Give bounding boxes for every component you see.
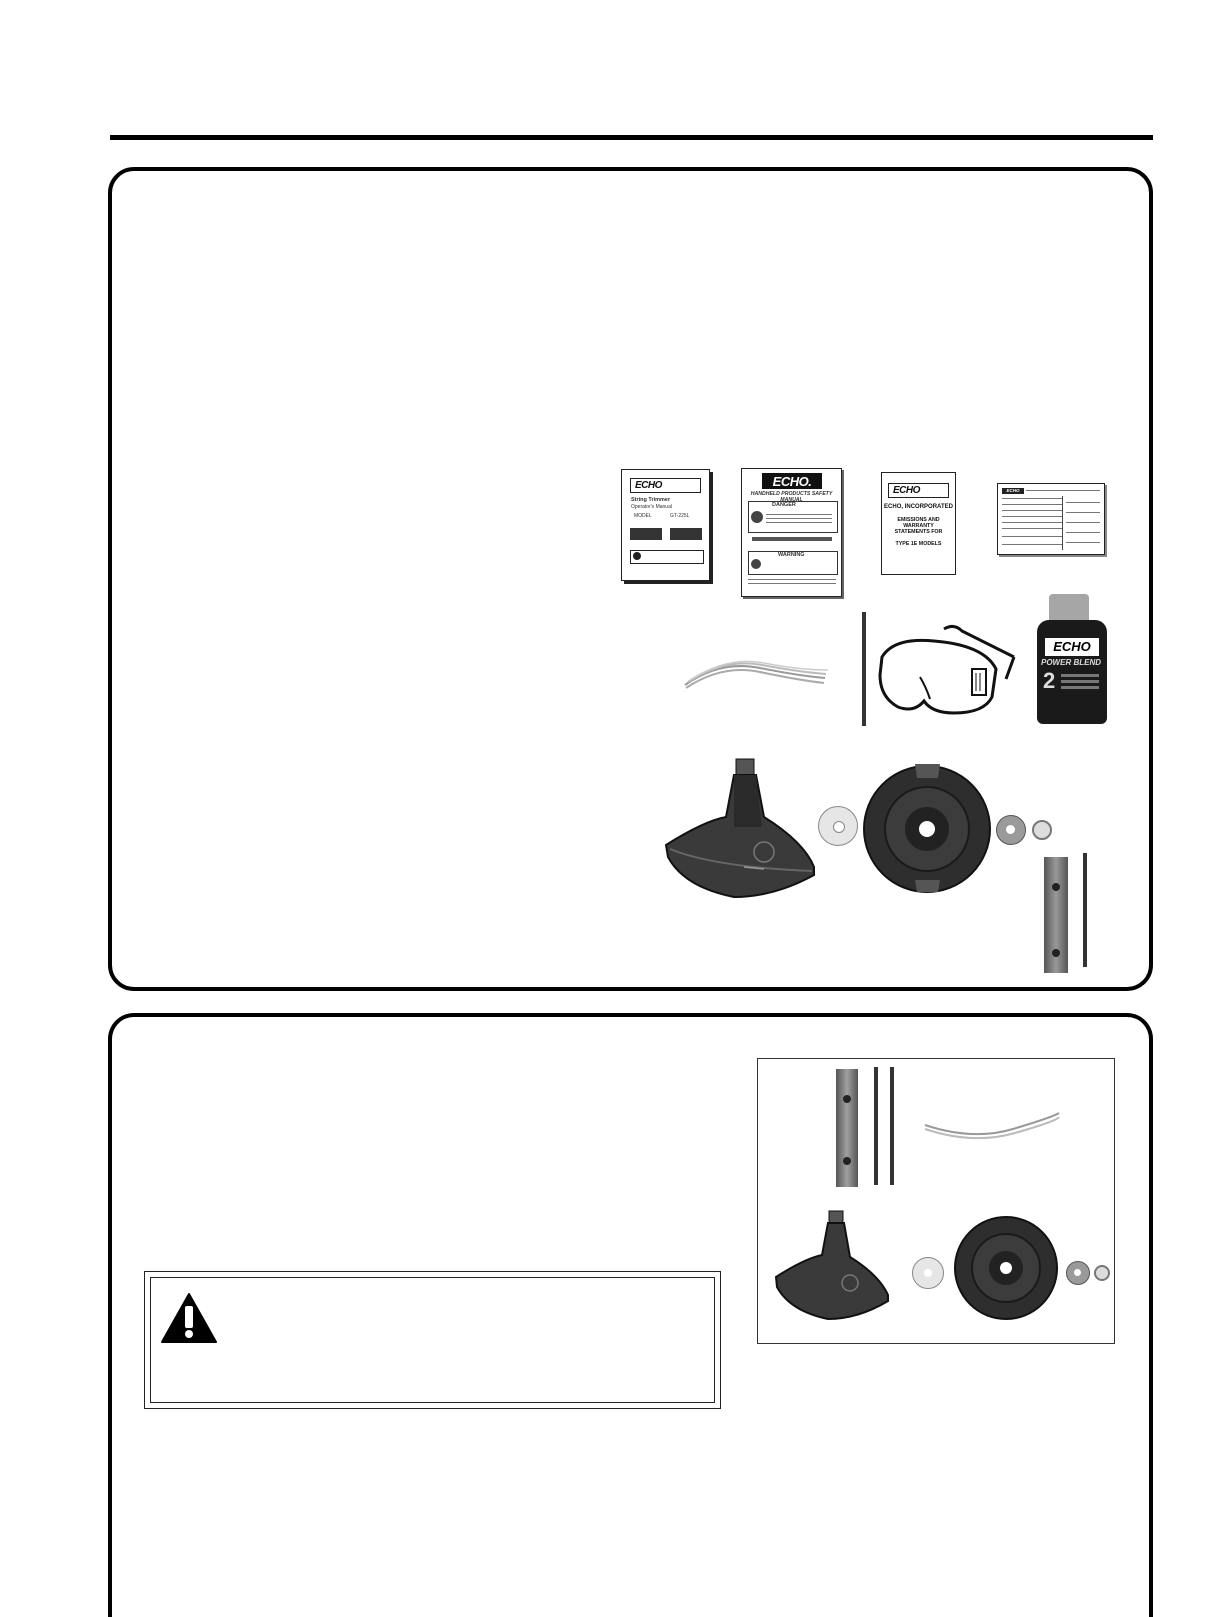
emissions-line-3: STATEMENTS FOR xyxy=(894,529,943,535)
trimmer-line-bundle xyxy=(680,650,830,700)
oil-bottle-illustration xyxy=(1033,594,1111,726)
model-label: MODEL xyxy=(634,513,652,519)
warning-triangle-icon xyxy=(161,1292,217,1344)
warranty-card-illustration xyxy=(997,483,1105,555)
wrench-rod-illustration xyxy=(1083,853,1087,967)
spark-plug-wrench-illustration xyxy=(1044,857,1068,973)
emissions-line-4: TYPE 1E MODELS xyxy=(895,541,942,547)
echo-logo: ECHO xyxy=(1045,638,1099,656)
echo-logo: ECHO xyxy=(893,485,920,496)
trimmer-head-illustration xyxy=(952,1215,1060,1321)
echo-logo: ECHO xyxy=(635,480,662,491)
warning-label: WARNING xyxy=(778,552,805,558)
manual-subtitle: Operator's Manual xyxy=(631,504,672,510)
oil-product-name: POWER BLEND xyxy=(1041,658,1101,667)
nut-illustration xyxy=(1032,820,1052,840)
danger-label: DANGER xyxy=(772,502,796,508)
nut-illustration xyxy=(1094,1265,1110,1281)
washer-illustration xyxy=(818,806,858,846)
debris-shield-illustration xyxy=(664,757,819,899)
warning-box-inner xyxy=(150,1277,715,1403)
parts-figure xyxy=(757,1058,1115,1344)
safety-manual-title: HANDHELD PRODUCTS SAFETY MANUAL xyxy=(750,491,833,503)
trimmer-head-illustration xyxy=(860,764,995,894)
wrench-rod-illustration xyxy=(890,1067,894,1185)
wrench-rod-illustration xyxy=(874,1067,878,1185)
emissions-line-2: EMISSIONS AND WARRANTY xyxy=(897,517,940,529)
header-rule xyxy=(110,135,1153,140)
spark-plug-wrench-illustration xyxy=(836,1069,858,1187)
hex-wrench-rod xyxy=(862,612,866,726)
operators-manual-illustration xyxy=(621,469,710,581)
safety-manual-illustration xyxy=(741,468,842,597)
oil-cycle-number: 2 xyxy=(1043,668,1056,693)
echo-logo: ECHO xyxy=(1002,488,1024,494)
emissions-line-1: ECHO, INCORPORATED xyxy=(884,504,953,510)
warning-box xyxy=(144,1271,721,1409)
model-value: GT-225L xyxy=(670,513,690,519)
small-washer-illustration xyxy=(996,815,1026,845)
echo-logo: ECHO. xyxy=(772,473,812,489)
washer-illustration xyxy=(912,1257,944,1289)
manual-title: String Trimmer xyxy=(631,497,671,503)
emissions-warranty-booklet-illustration xyxy=(881,472,956,575)
trimmer-line-illustration xyxy=(923,1107,1063,1143)
safety-glasses-illustration xyxy=(874,617,1022,723)
small-washer-illustration xyxy=(1066,1261,1090,1285)
debris-shield-illustration xyxy=(774,1209,892,1321)
